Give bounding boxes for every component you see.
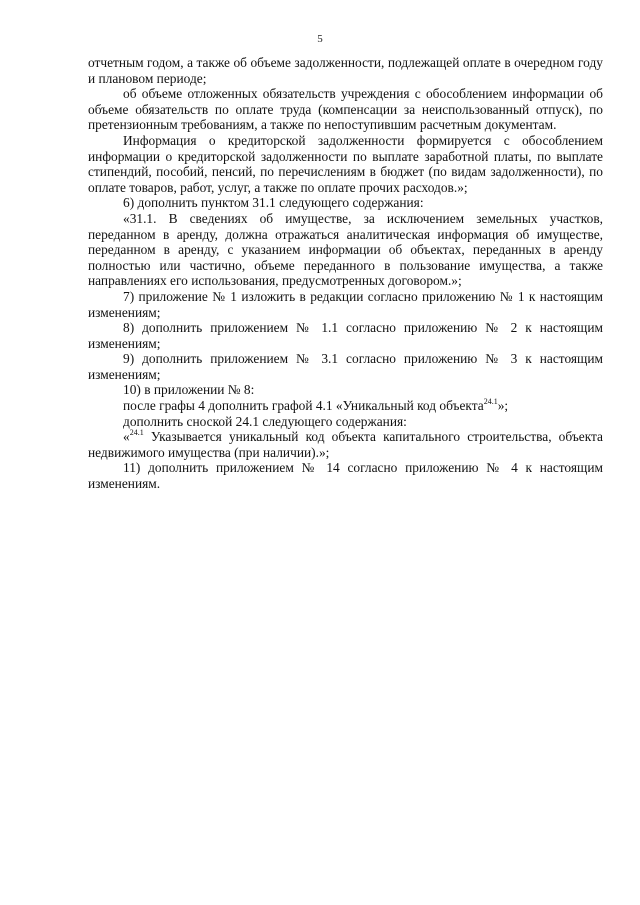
paragraph-text: »; — [497, 398, 509, 414]
paragraph-text: после графы 4 дополнить графой 4.1 «Уникальный код объекта — [123, 398, 484, 414]
paragraph: 7) приложение № 1 изложить в редакции согласно приложению № 1 к настоящим изменениям; — [88, 288, 603, 320]
paragraph: дополнить сноской 24.1 следующего содержания: — [123, 413, 407, 429]
paragraph: Информация о кредиторской задолженности формируется с обособлением информации о кредиторской задолженности по выплате заработной платы, по выплате стипендий, пособий, пенсий, по перечислениям в бюджет (по видам задолженности), по оплате товаров, работ, услуг, а также по оплате прочих расходов.»; — [88, 132, 603, 195]
footnote-reference: 24.1 — [483, 397, 498, 407]
paragraph: 9) дополнить приложением № 3.1 согласно приложению № 3 к настоящим изменениям; — [88, 351, 603, 382]
paragraph-text: « — [123, 429, 130, 445]
paragraph: 11) дополнить приложением № 14 согласно приложению № 4 к настоящим изменениям. — [88, 460, 603, 492]
paragraph-with-footnote-ref — [88, 398, 603, 414]
footnote-paragraph — [88, 429, 603, 460]
paragraph: 10) в приложении № 8: — [123, 382, 255, 398]
paragraph: отчетным годом, а также об объеме задолженности, подлежащей оплате в очередном году и плановом периоде; — [88, 55, 603, 86]
paragraph: об объеме отложенных обязательств учреждения с обособлением информации об объеме обязательств по оплате труда (компенсации за неиспользованный отпуск), по претензионным требованиям, а также по непоступившим расчетным документам. — [88, 86, 603, 133]
page-number: 5 — [317, 33, 323, 45]
paragraph: 8) дополнить приложением № 1.1 согласно приложению № 2 к настоящим изменениям; — [88, 320, 603, 351]
paragraph: 6) дополнить пунктом 31.1 следующего содержания: — [123, 195, 424, 211]
paragraph-text: Указывается уникальный код объекта капитального строительства, объекта недвижимого имущества (при наличии).»; — [88, 429, 603, 460]
footnote-marker: 24.1 — [129, 428, 144, 438]
document-body — [88, 55, 603, 492]
paragraph: «31.1. В сведениях об имуществе, за исключением земельных участков, переданном в аренду, должна отражаться аналитическая информация об имуществе, переданном в аренду, с указанием информации об объектах, переданных в аренду полностью или частично, объеме переданного в пользование имущества, а также направлениях его использования, предусмотренных договором.»; — [88, 210, 603, 289]
